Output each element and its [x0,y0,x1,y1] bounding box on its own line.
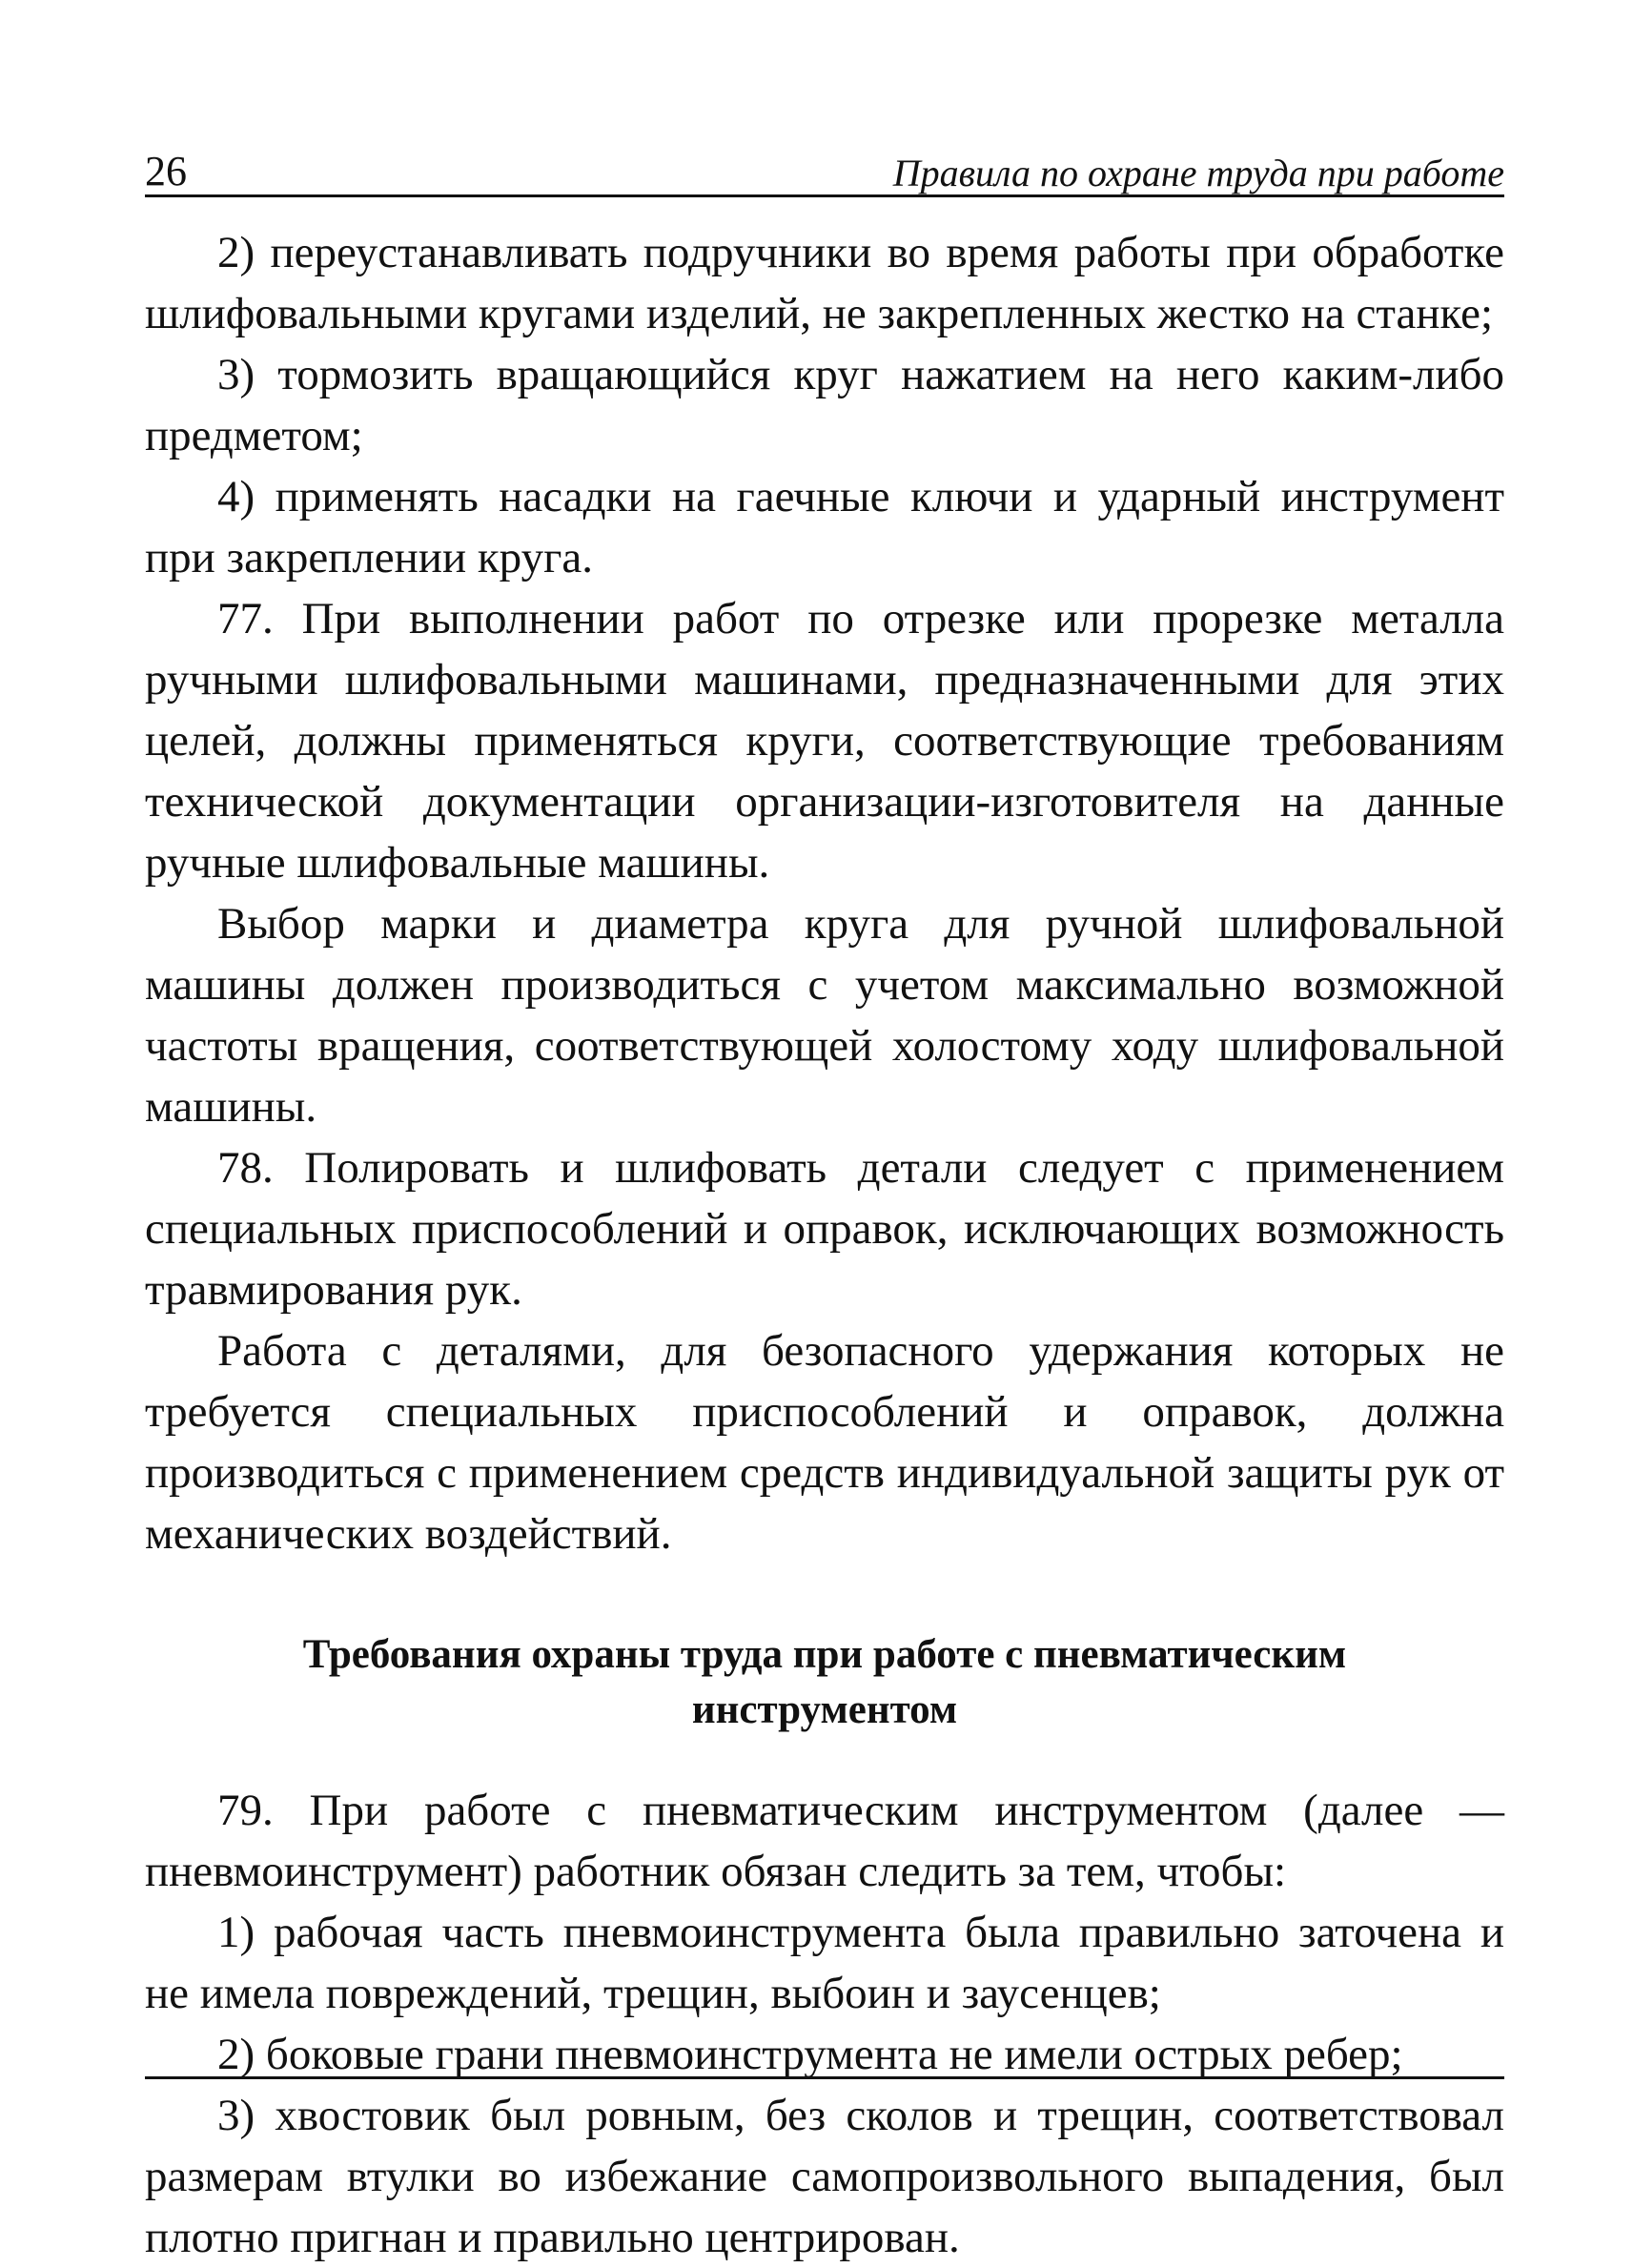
list-item-4: 4) применять насадки на гаечные ключи и ударный инструмент при закреплении круга. [145,472,1504,582]
list-item-2: 2) переустанавливать подручники во время работы при обработке шлифовальными кругами изделий, не закрепленных жестко на станке; [145,228,1504,338]
clause-77: 77. При выполнении работ по отрезке или прорезке металла ручными шлифовальными машинами, предназначенными для этих целей, должны применяться круги, соответствующие требованиям технической документации организации-изготовителя на данные ручные шлифовальные машины. [145,594,1504,888]
body-text [145,222,1504,2268]
bottom-rule [145,2076,1504,2079]
clause-79: 79. При работе с пневматическим инструментом (далее — пневмоинструмент) работник обязан следить за тем, чтобы: [145,1786,1504,1896]
running-header [145,133,1504,197]
clause-78-paragraph-2: Работа с деталями, для безопасного удержания которых не требуется специальных приспособлений и оправок, должна производиться с применением средств индивидуальной защиты рук от механических воздействий. [145,1326,1504,1559]
page-number: 26 [145,148,187,194]
clause-77-paragraph-2: Выбор марки и диаметра круга для ручной шлифовальной машины должен производиться с учетом максимально возможной частоты вращения, соответствующей холостому ходу шлифовальной машины. [145,899,1504,1132]
section-heading-line-2: инструментом [691,1687,958,1732]
clause-79-item-2: 2) боковые грани пневмоинструмента не имели острых ребер; [217,2030,1403,2079]
clause-79-item-1: 1) рабочая часть пневмоинструмента была правильно заточена и не имела повреждений, трещин, выбоин и заусенцев; [145,1908,1504,2018]
document-page [145,133,1504,2268]
running-title: Правила по охране труда при работе [892,152,1504,194]
section-heading [145,1627,1504,1738]
list-item-3: 3) тормозить вращающийся круг нажатием на него каким-либо предметом; [145,350,1504,460]
section-heading-line-1: Требования охраны труда при работе с пневматическим [302,1632,1347,1677]
clause-78: 78. Полировать и шлифовать детали следует с применением специальных приспособлений и оправок, исключающих возможность травмирования рук. [145,1143,1504,1315]
clause-79-item-3: 3) хвостовик был ровным, без сколов и трещин, соответствовал размерам втулки во избежание самопроизвольного выпадения, был плотно пригнан и правильно центрирован. [145,2091,1504,2262]
